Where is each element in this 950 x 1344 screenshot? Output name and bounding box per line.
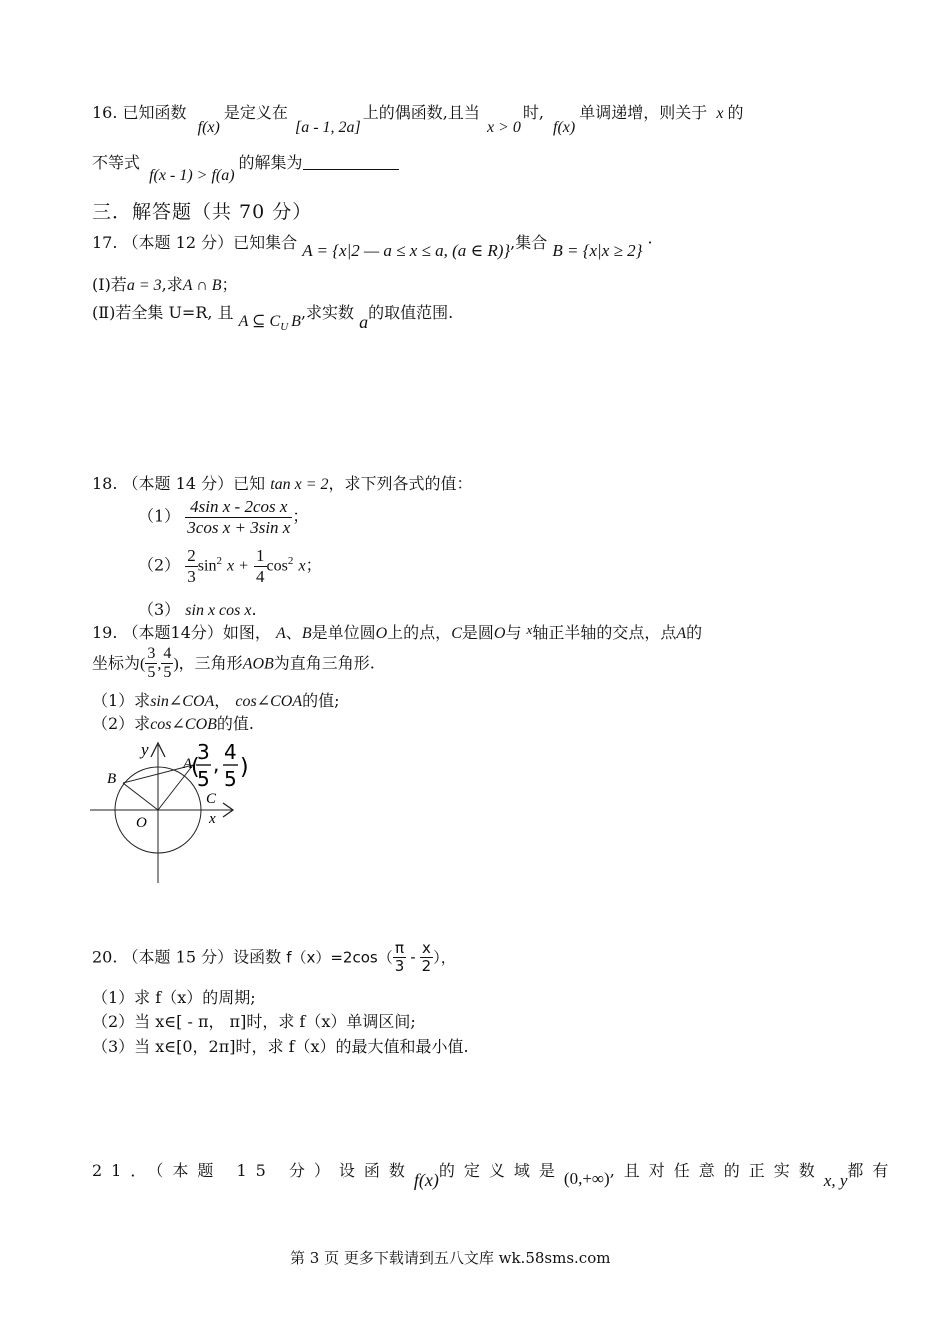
q19-t9: 为直角三角形. [273, 653, 375, 673]
q18-p2-end: ； [305, 555, 322, 575]
q16-text-5: 单调递增，则关于 [579, 103, 708, 122]
q17-p1-end: ； [221, 275, 238, 294]
q19-coord-close: ) [173, 655, 179, 673]
q20-fr2-num: x [420, 940, 434, 958]
q17-p1-mid: ,求 [161, 275, 183, 294]
q19-c1-den: 5 [147, 664, 156, 682]
q19-t2: 上的点， [387, 623, 452, 642]
q17-setB: B = {x|x ≥ 2} [552, 241, 643, 260]
q16-text-2: 是定义在 [223, 103, 288, 122]
q19-part2 [92, 711, 254, 734]
q17-setA: A = {x|2 — a ≤ x ≤ a, (a ∈ R)} [302, 241, 511, 260]
q19-x: x [526, 622, 533, 637]
q19-t4: 与 [505, 623, 522, 642]
q20-frac2 [420, 940, 434, 976]
q20-part1: （1）求 f（x）的周期; [92, 988, 256, 1007]
q17-line1 [92, 230, 653, 260]
q18-part3 [138, 597, 257, 620]
q17-p2-end: 的取值范围. [368, 303, 454, 322]
q18-p2-frac2 [254, 546, 267, 586]
q17-number: 17. [92, 233, 118, 252]
fig-label-C: C [206, 791, 217, 807]
q18-p1-fraction [185, 497, 292, 537]
q20-frac1 [393, 940, 407, 976]
q18-p1-end: ； [292, 506, 309, 526]
q18-p3-label: （3） [138, 600, 181, 619]
q16-ineq: f(x - 1) > f(a) [149, 167, 235, 184]
q18-p2-f1-num: 2 [187, 546, 196, 565]
fig-comma: , [213, 752, 220, 776]
q16-var: x [716, 105, 724, 122]
q16-domain: [a - 1, 2a] [294, 119, 361, 136]
fig-label-A: A [183, 756, 193, 772]
q20-fr2-den: 2 [421, 957, 432, 976]
q16-line1 [92, 100, 744, 136]
q19-p2-label: （2）求 [92, 714, 151, 733]
q18-p2-f1-den: 3 [187, 566, 196, 586]
q16-cond: x > 0 [486, 119, 521, 136]
q19-p1-e2: cos∠COA [235, 693, 303, 710]
q16-text-1: 已知函数 [122, 103, 187, 122]
fig-d1: 5 [197, 767, 210, 791]
q19-coord-frac2 [161, 645, 173, 683]
q19-number: 19. [92, 623, 118, 642]
q18-p1-label: （1） [138, 506, 181, 526]
q18-p2-f2-num: 1 [256, 546, 265, 565]
fig-n2: 4 [224, 740, 237, 764]
q16-text-4: 时, [522, 103, 544, 122]
q18-score: （本题 14 分）已知 [122, 474, 266, 493]
q20-minus: - [410, 948, 416, 967]
q16-text-8: 的解集为 [238, 153, 303, 172]
q19-c2-den: 5 [163, 664, 172, 682]
q18-number: 18. [92, 474, 118, 493]
q17-score: （本题 12 分）已知集合 [122, 233, 298, 252]
q17-p2-label: (Ⅱ)若全集 U=R, 且 [92, 303, 234, 322]
q20-score: （本题 15 分）设函数 [122, 947, 282, 967]
q19-sep: 、 [285, 623, 302, 642]
q19-C: C [451, 625, 462, 642]
q19-t7: 坐标为 [92, 653, 141, 673]
q18-p2-label: （2） [138, 555, 181, 575]
q18-p2-t3: cos [266, 557, 288, 575]
q21-vars: x, y [823, 1171, 848, 1190]
q19-t5: 轴正半轴的交点，点 [532, 623, 677, 642]
q21-domain: (0,+∞) [563, 1169, 610, 1188]
q19-c2-num: 4 [161, 645, 173, 664]
fig-d2: 5 [224, 767, 237, 791]
q18-p1-den: 3cos x + 3sin x [187, 517, 291, 537]
q16-answer-blank [303, 155, 399, 170]
q19-t8: ，三角形 [178, 653, 243, 673]
q17-p1-label: (Ⅰ)若 [92, 275, 127, 294]
q21-f: f(x) [413, 1170, 439, 1190]
fig-label-O: O [136, 815, 147, 831]
q19-A: A [276, 625, 286, 642]
q21-line1 [92, 1158, 898, 1190]
q19-AOB: AOB [242, 655, 274, 673]
q20-part3: （3）当 x∈[0，2π]时，求 f（x）的最大值和最小值. [92, 1037, 469, 1056]
q19-O: O [375, 625, 388, 642]
q20-close: ）， [433, 948, 456, 967]
q18-p2-f2-den: 4 [256, 566, 265, 586]
q18-part1 [138, 497, 308, 537]
q19-p2-e: cos∠COB [150, 716, 217, 733]
q19-unit-circle-figure [85, 735, 265, 895]
q18-p2-t4: x [298, 557, 306, 575]
q16-number: 16. [92, 103, 118, 122]
q19-p1-sep: ， [214, 691, 231, 710]
q20-f: f（x）=2cos（ [286, 948, 393, 967]
q19-p1-label: （1）求 [92, 691, 151, 710]
q17-part2 [92, 300, 454, 334]
q16-f1: f(x) [197, 119, 220, 136]
q21-t1: （本题 15 分）设函数 [155, 1161, 414, 1180]
q17-p2-var: a [359, 312, 369, 332]
q16-line2 [92, 150, 399, 184]
q17-mid: ,集合 [510, 233, 548, 252]
section3-title: 三．解答题（共 70 分） [92, 201, 313, 223]
q18-p3-expr: sin x cos x [185, 602, 252, 619]
q21-t4: 都有 [847, 1161, 898, 1180]
q19-p1-end: 的值; [302, 691, 340, 710]
q18-part2 [138, 546, 322, 586]
q18-given: tan x = 2 [270, 476, 329, 493]
q19-t6: 的 [686, 623, 703, 642]
q18-p2-t2: x + [227, 557, 249, 575]
q21-number: 21． [92, 1161, 156, 1180]
q20-line1 [92, 940, 456, 976]
q16-text-3: 上的偶函数,且当 [362, 103, 480, 122]
q20-number: 20. [92, 947, 118, 967]
q16-f2: f(x) [553, 119, 576, 136]
q18-p1-num: 4sin x - 2cos x [185, 497, 292, 518]
q16-text-6: 的 [727, 103, 744, 122]
q17-p2-expr: A ⊆ C [238, 313, 281, 330]
q16-text-7: 不等式 [92, 153, 141, 172]
q21-t2: 的定义域是 [438, 1161, 564, 1180]
fig-coord-open: ( [191, 755, 200, 780]
q19-B: B [301, 625, 312, 642]
q18-p3-end: . [251, 600, 257, 619]
fig-coord-close: ) [240, 755, 249, 780]
q17-p1-cond: a = 3 [126, 277, 162, 294]
q19-p2-end: 的值. [216, 714, 255, 733]
q19-t1: 是单位圆 [311, 623, 376, 642]
q17-p2-mid: ,求实数 [300, 303, 355, 322]
q19-coord-frac1 [145, 645, 157, 683]
q19-part1 [92, 688, 340, 711]
q19-line1 [92, 620, 702, 643]
q17-p1-expr: A ∩ B [182, 277, 222, 294]
q18-p2-sq1: 2 [216, 555, 222, 568]
q19-t3: 是圆 [461, 623, 494, 642]
q19-p1-e1: sin∠COA [150, 693, 215, 710]
q18-ask: ，求下列各式的值： [328, 474, 473, 493]
q19-O2: O [493, 625, 506, 642]
fig-label-y: y [141, 740, 149, 759]
q17-p2-expr2: B [291, 313, 301, 330]
segment-OB [123, 783, 158, 810]
q20-fr1-den: 3 [394, 957, 405, 976]
fig-label-B: B [107, 771, 117, 787]
fig-n1: 3 [197, 740, 210, 764]
q19-coord-open: ( [140, 655, 146, 673]
fig-label-x: x [209, 811, 216, 827]
q17-end: · [647, 233, 653, 252]
q20-fr1-num: π [393, 940, 407, 958]
q21-t3: ,且对任意的正实数 [609, 1161, 824, 1180]
q20-part2: （2）当 x∈[ - π， π]时，求 f（x）单调区间; [92, 1012, 416, 1031]
q17-part1 [92, 272, 238, 295]
q18-p2-frac1 [185, 546, 198, 586]
q17-p2-sub: U [280, 321, 289, 334]
q18-p2-sq2: 2 [287, 555, 294, 568]
q19-line2 [92, 645, 375, 683]
q19-c1-num: 3 [145, 645, 157, 664]
q18-p2-t1: sin [197, 557, 217, 575]
q19-A2: A [676, 625, 687, 642]
page-footer: 第 3 页 更多下载请到五八文库 wk.58sms.com [290, 1249, 611, 1267]
q19-comma: , [157, 655, 162, 673]
q18-line1 [92, 471, 473, 494]
q19-score: （本题14分）如图， [122, 623, 271, 642]
